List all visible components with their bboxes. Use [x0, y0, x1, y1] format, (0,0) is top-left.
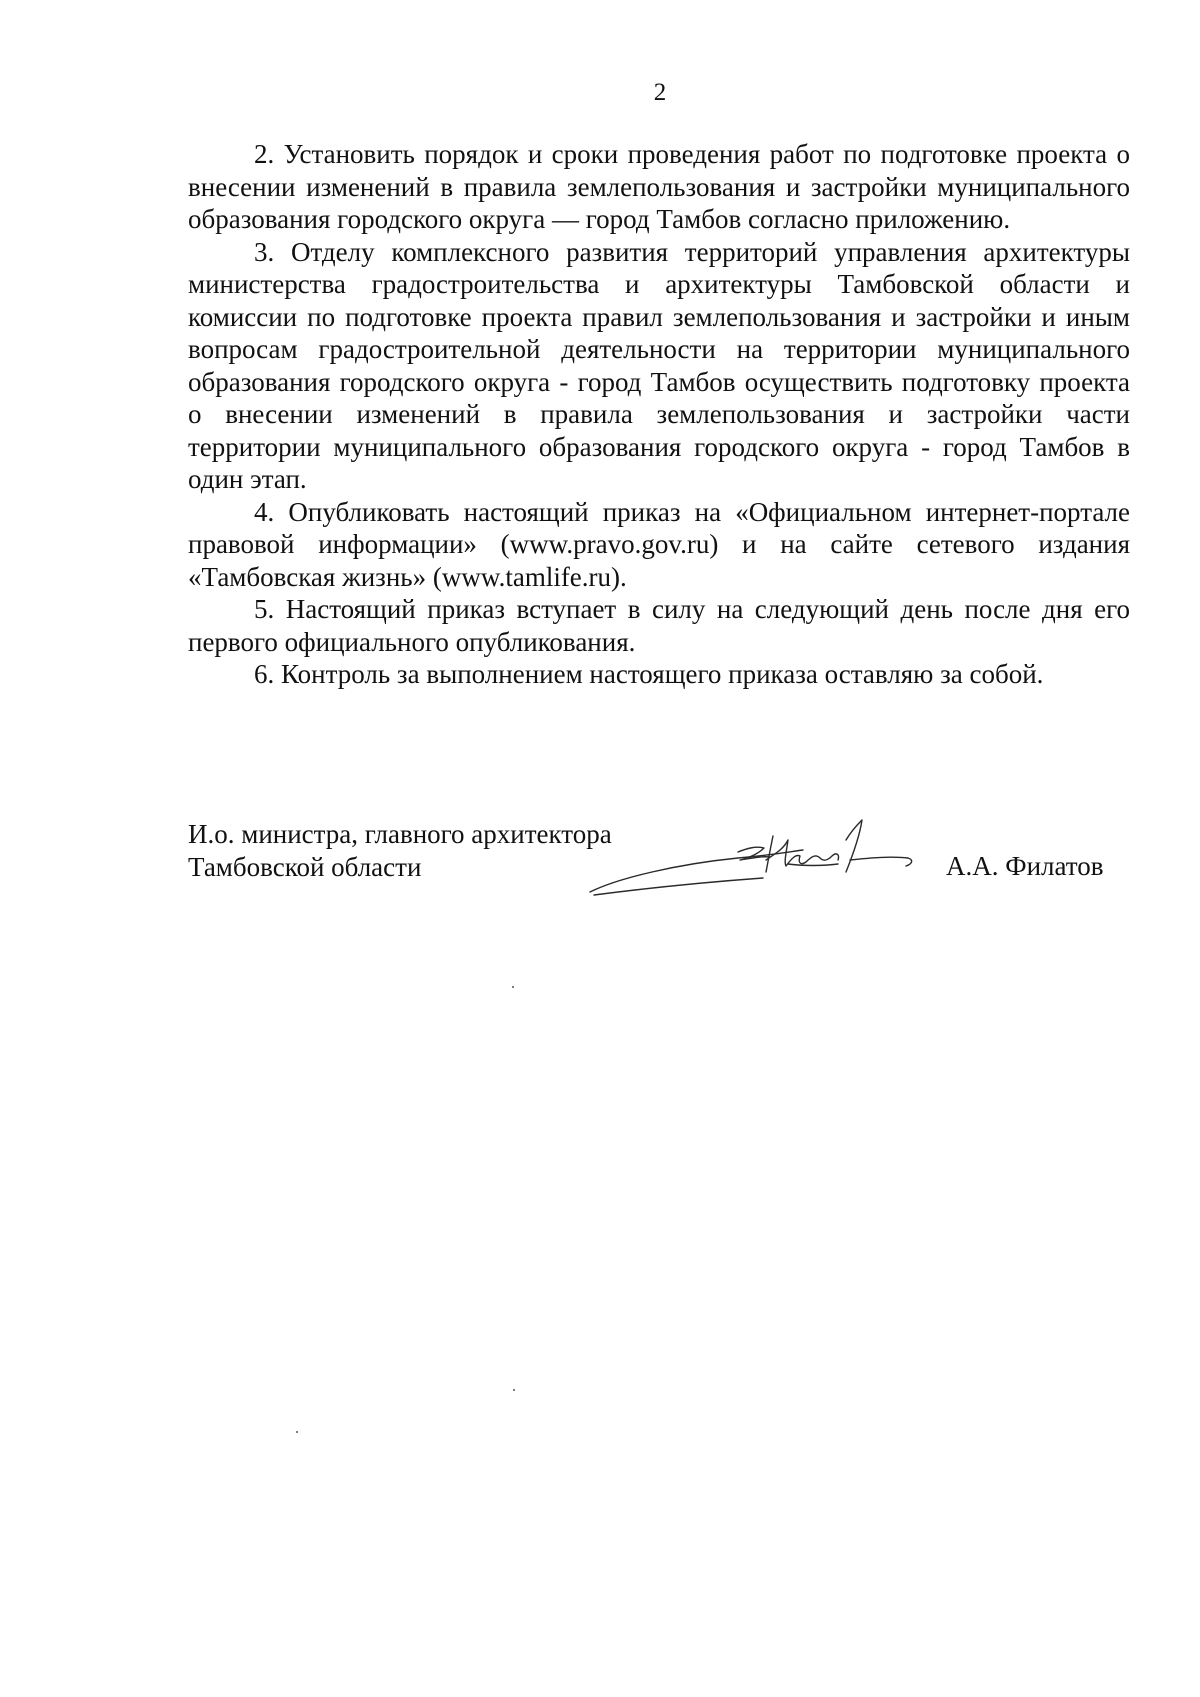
signer-position-line-2: Тамбовской области	[188, 851, 422, 882]
paragraph-3: 3. Отделу комплексного развития территорий управления архитектуры министерства градостроительства и архитектуры Тамбовской области и комиссии по подготовке проекта правил землепользования и застройки и иным вопросам градостроительной деятельности на территории муниципального образования городского округа - город Тамбов осуществить подготовку проекта о внесении изменений в правила землепользования и застройки части территории муниципального образования городского округа - город Тамбов в один этап.	[188, 236, 1130, 494]
signer-name: А.А. Филатов	[946, 851, 1104, 881]
handwritten-signature	[588, 800, 928, 910]
paragraph-4: 4. Опубликовать настоящий приказ на «Официальном интернет-портале правовой информации» (www.pravo.gov.ru) и на сайте сетевого издания «Тамбовская жизнь» (www.tamlife.ru).	[188, 496, 1130, 592]
signer-position-line-1: И.о. министра, главного архитектора	[188, 819, 612, 849]
signer-position	[188, 818, 612, 883]
page-number: 2	[653, 79, 667, 106]
scan-speck	[513, 1389, 515, 1391]
scan-speck	[296, 1431, 298, 1433]
signature-block	[188, 818, 1130, 908]
paragraph-2: 2. Установить порядок и сроки проведения работ по подготовке проекта о внесении изменений в правила землепользования и застройки муниципального образования городского округа — город Тамбов согласно приложению.	[188, 139, 1130, 234]
document-body	[188, 138, 1130, 691]
scan-speck	[512, 986, 514, 988]
paragraph-5: 5. Настоящий приказ вступает в силу на следующий день после дня его первого официального опубликования.	[188, 594, 1130, 657]
paragraph-6: 6. Контроль за выполнением настоящего приказа оставляю за собой.	[254, 659, 1044, 689]
